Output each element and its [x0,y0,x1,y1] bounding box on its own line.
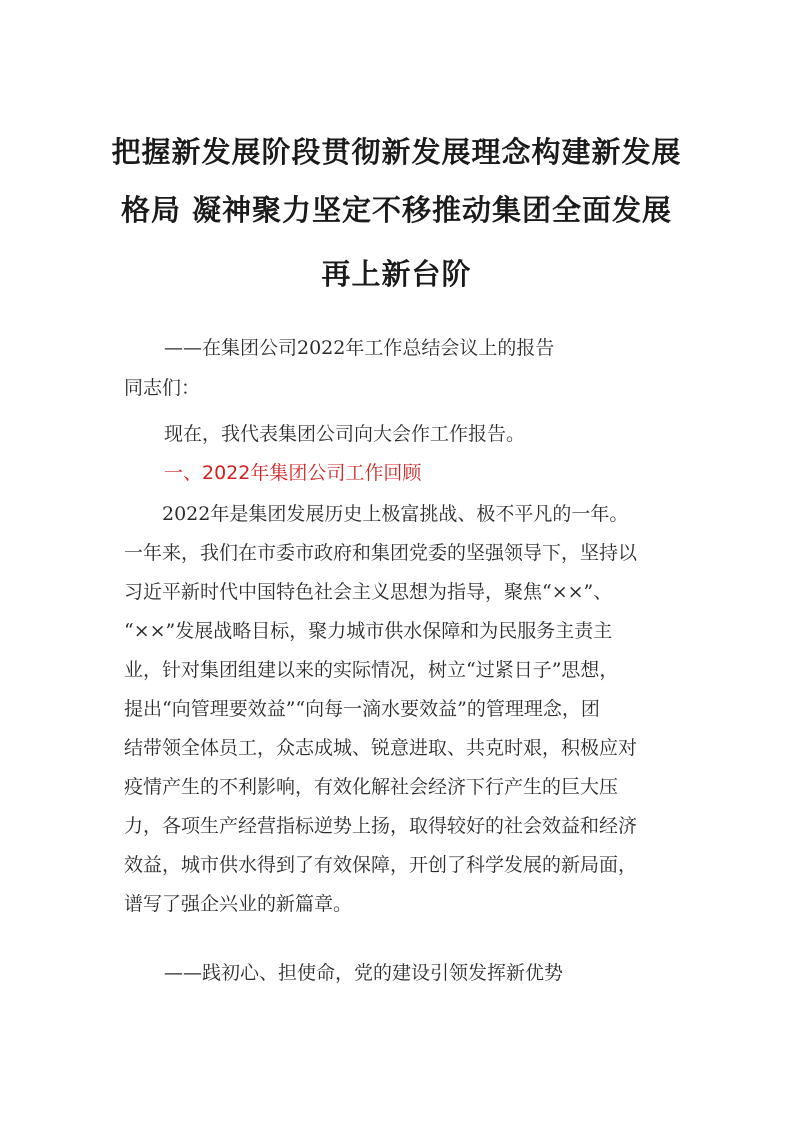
paragraph-line: 结带领全体员工，众志成城、锐意进取、共克时艰，积极应对 [124,737,638,759]
report-subtitle: ——在集团公司2022年工作总结会议上的报告 [164,337,555,359]
document-title-line-1: 把握新发展阶段贯彻新发展理念构建新发展 [111,135,682,169]
paragraph-line: “××”发展战略目标，聚力城市供水保障和为民服务主责主 [124,620,613,642]
paragraph-line: 习近平新时代中国特色社会主义思想为指导，聚焦“××”、 [124,581,613,603]
paragraph-line: 一年来，我们在市委市政府和集团党委的坚强领导下，坚持以 [124,542,638,564]
paragraph-line: 力，各项生产经营指标逆势上扬，取得较好的社会效益和经济 [124,815,638,837]
subsection-heading: ——践初心、担使命，党的建设引领发挥新优势 [164,962,564,984]
paragraph-line: 谱写了强企兴业的新篇章。 [124,893,353,915]
salutation: 同志们： [124,377,201,399]
paragraph-line: 2022年是集团发展历史上极富挑战、极不平凡的一年。 [124,503,629,525]
intro-paragraph: 现在，我代表集团公司向大会作工作报告。 [164,423,526,445]
document-title-line-3: 再上新台阶 [321,257,472,291]
document-title-line-2: 格局 凝神聚力坚定不移推动集团全面发展 [120,193,673,227]
section-heading: 一、2022年集团公司工作回顾 [164,462,422,484]
paragraph-line: 提出“向管理要效益”“向每一滴水要效益”的管理理念，团 [124,698,600,720]
paragraph-line: 效益，城市供水得到了有效保障，开创了科学发展的新局面， [124,854,638,876]
paragraph-line: 疫情产生的不利影响，有效化解社会经济下行产生的巨大压 [124,776,619,798]
paragraph-line: 业，针对集团组建以来的实际情况，树立“过紧日子”思想， [124,659,619,681]
